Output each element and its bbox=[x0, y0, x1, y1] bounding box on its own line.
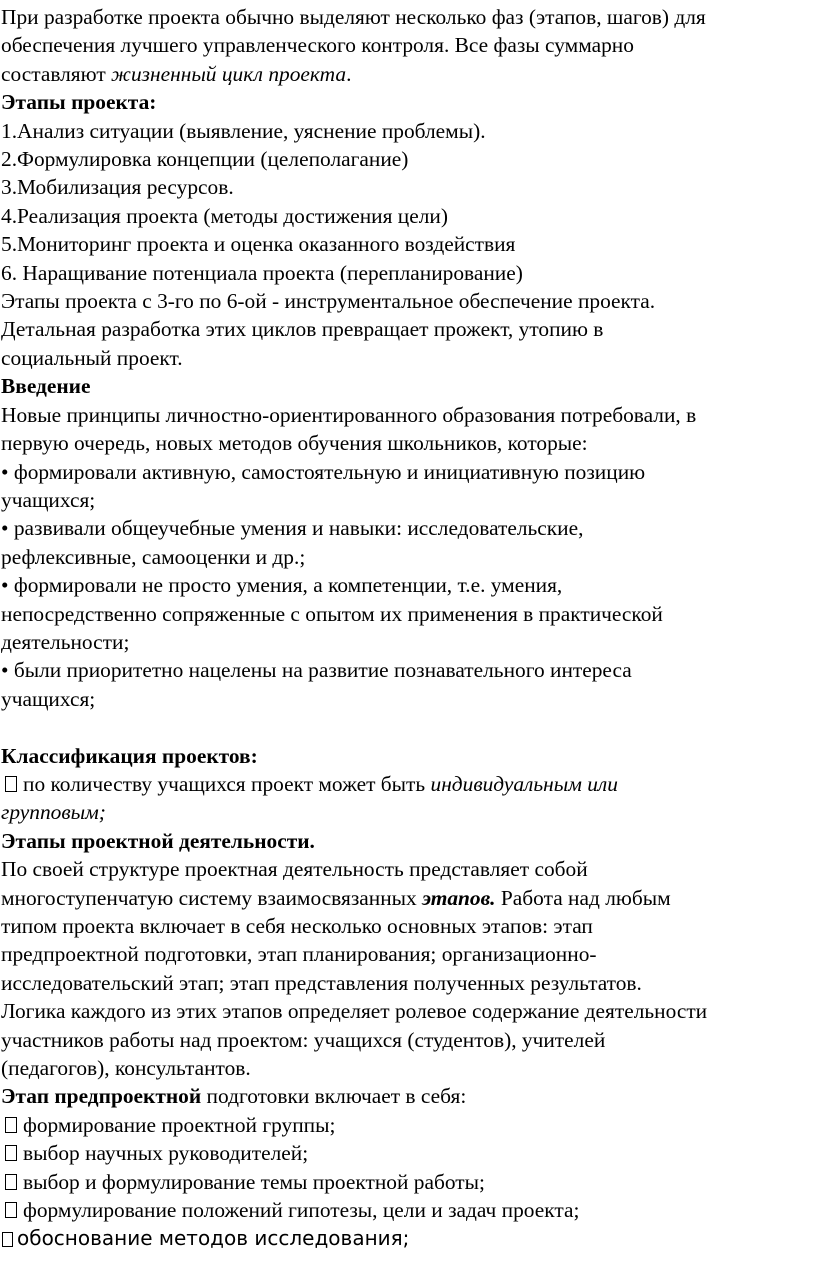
intro-line-2: обеспечения лучшего управленческого контроля. Все фазы суммарно bbox=[1, 33, 634, 58]
activity-line: предпроектной подготовки, этап планирования; организационно- bbox=[1, 942, 597, 967]
intro-line-3: составляют жизненный цикл проекта. bbox=[1, 61, 352, 86]
blank-line bbox=[0, 713, 816, 741]
stages-term: этапов. bbox=[422, 885, 496, 910]
checkbox-glyph-icon bbox=[5, 1145, 17, 1161]
intro-line-1: При разработке проекта обычно выделяют несколько фаз (этапов, шагов) для bbox=[1, 5, 706, 29]
activity-line: многоступенчатую систему взаимосвязанных этапов. Работа над любым bbox=[1, 885, 671, 910]
preproject-heading: Этап предпроектной подготовки включает в себя: bbox=[1, 1084, 467, 1109]
stages-heading: Этапы проекта: bbox=[1, 90, 157, 115]
stage-item: 2.Формулировка концепции (целеполагание) bbox=[1, 147, 409, 172]
introduction-line: деятельности; bbox=[1, 629, 130, 654]
preproject-item: выбор и формулирование темы проектной работы; bbox=[0, 1168, 816, 1196]
introduction-line: Новые принципы личностно-ориентированного образования потребовали, в bbox=[1, 402, 697, 427]
checkbox-glyph-icon bbox=[5, 1117, 17, 1133]
activity-line: участников работы над проектом: учащихся (студентов), учителей bbox=[1, 1027, 606, 1052]
missing-glyph-icon bbox=[2, 1232, 13, 1247]
introduction-line: рефлексивные, самооценки и др.; bbox=[1, 544, 306, 569]
activity-line: По своей структуре проектная деятельность представляет собой bbox=[1, 857, 588, 882]
checkbox-glyph-icon bbox=[5, 1174, 17, 1190]
preproject-item: выбор научных руководителей; bbox=[0, 1139, 816, 1167]
activity-line: Логика каждого из этих этапов определяет ролевое содержание деятельности bbox=[1, 999, 708, 1024]
introduction-heading: Введение bbox=[1, 374, 91, 399]
stage-item: 6. Наращивание потенциала проекта (перепланирование) bbox=[1, 260, 523, 285]
classification-line: по количеству учащихся проект может быть индивидуальным или bbox=[0, 770, 816, 798]
preproject-item: обоснование методов исследования; bbox=[0, 1224, 816, 1252]
stage-item: 4.Реализация проекта (методы достижения цели) bbox=[1, 203, 448, 228]
stages-note-line: Этапы проекта с 3-го по 6-ой - инструментальное обеспечение проекта. bbox=[1, 289, 656, 314]
stage-item: 1.Анализ ситуации (выявление, уяснение проблемы). bbox=[1, 118, 486, 143]
introduction-line: непосредственно сопряженные с опытом их применения в практической bbox=[1, 601, 663, 626]
stage-item: 3.Мобилизация ресурсов. bbox=[1, 175, 234, 200]
stages-note-line: социальный проект. bbox=[1, 345, 183, 370]
introduction-line: • формировали активную, самостоятельную и инициативную позицию bbox=[1, 459, 646, 484]
classification-line: групповым; bbox=[1, 800, 106, 825]
activity-line: типом проекта включает в себя несколько основных этапов: этап bbox=[1, 913, 593, 938]
activity-line: (педагогов), консультантов. bbox=[1, 1056, 251, 1081]
checkbox-glyph-icon bbox=[5, 1202, 17, 1218]
stage-item: 5.Мониторинг проекта и оценка оказанного воздействия bbox=[1, 232, 516, 257]
checkbox-glyph-icon bbox=[5, 776, 17, 792]
introduction-line: • формировали не просто умения, а компетенции, т.е. умения, bbox=[1, 573, 563, 598]
classification-heading: Классификация проектов: bbox=[1, 743, 258, 768]
stages-note-line: Детальная разработка этих циклов превращает прожект, утопию в bbox=[1, 317, 604, 342]
introduction-line: первую очередь, новых методов обучения школьников, которые: bbox=[1, 431, 588, 456]
activity-heading: Этапы проектной деятельности. bbox=[1, 828, 315, 853]
preproject-item: формулирование положений гипотезы, цели и задач проекта; bbox=[0, 1196, 816, 1224]
introduction-line: учащихся; bbox=[1, 686, 96, 711]
introduction-line: • развивали общеучебные умения и навыки: исследовательские, bbox=[1, 516, 584, 541]
introduction-line: • были приоритетно нацелены на развитие познавательного интереса bbox=[1, 658, 632, 683]
life-cycle-term: жизненный цикл проекта bbox=[111, 61, 347, 86]
preproject-item: формирование проектной группы; bbox=[0, 1111, 816, 1139]
activity-line: исследовательский этап; этап представления полученных результатов. bbox=[1, 970, 642, 995]
introduction-line: учащихся; bbox=[1, 487, 96, 512]
